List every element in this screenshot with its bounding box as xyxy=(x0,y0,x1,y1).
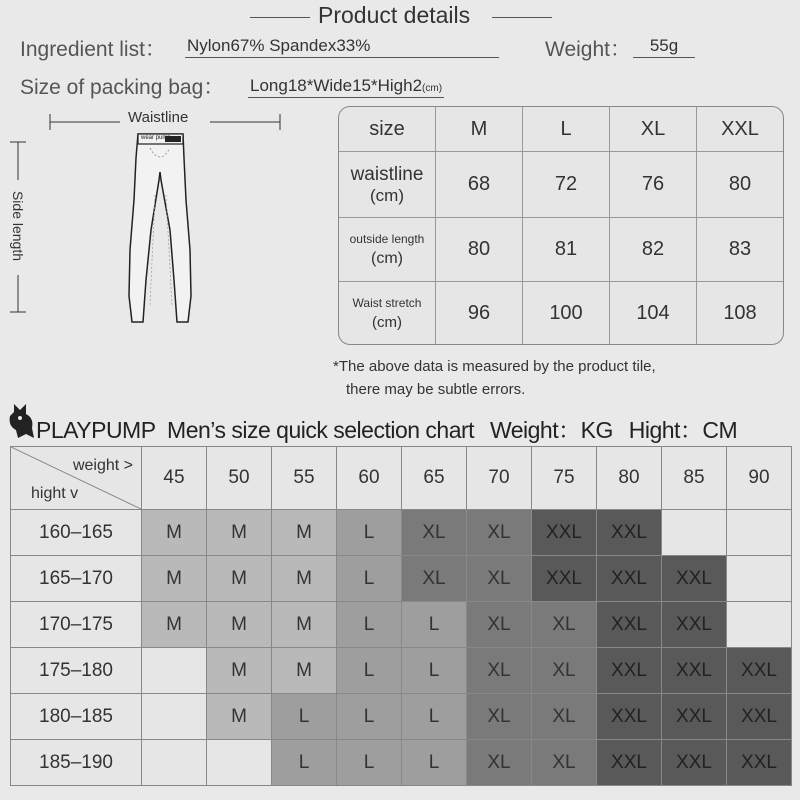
size-cell: 80 xyxy=(697,152,783,218)
size-recommendation-cell: XL xyxy=(467,602,532,648)
size-recommendation-cell xyxy=(142,694,207,740)
note-line-2: there may be subtle errors. xyxy=(346,381,526,398)
size-recommendation-cell: L xyxy=(337,648,402,694)
size-recommendation-cell xyxy=(207,740,272,786)
height-range-cell: 180–185 xyxy=(11,694,142,740)
waistband-brand-text: wear pump xyxy=(141,135,171,141)
size-recommendation-cell: XXL xyxy=(597,510,662,556)
weight-value: 55g xyxy=(633,36,695,58)
height-range-cell: 175–180 xyxy=(11,648,142,694)
height-range-cell: 185–190 xyxy=(11,740,142,786)
table-row xyxy=(11,648,792,694)
weight-header-55: 55 xyxy=(272,447,337,510)
size-recommendation-cell: XXL xyxy=(532,556,597,602)
size-cell: 81 xyxy=(523,218,610,282)
size-recommendation-cell: M xyxy=(142,602,207,648)
size-row-waist-stretch xyxy=(339,282,783,344)
size-cell: 68 xyxy=(436,152,523,218)
weight-header-65: 65 xyxy=(402,447,467,510)
size-recommendation-cell: M xyxy=(272,510,337,556)
brand-mascot-icon xyxy=(4,400,38,442)
size-row-label xyxy=(339,218,436,282)
size-cell: 100 xyxy=(523,282,610,344)
size-recommendation-cell: M xyxy=(207,648,272,694)
size-recommendation-cell: M xyxy=(207,556,272,602)
size-recommendation-cell xyxy=(727,602,792,648)
size-recommendation-cell: XL xyxy=(467,694,532,740)
size-cell: 72 xyxy=(523,152,610,218)
size-recommendation-cell: L xyxy=(337,694,402,740)
size-row-waistline xyxy=(339,152,783,218)
size-recommendation-cell: XXL xyxy=(727,740,792,786)
row-label-unit: (cm) xyxy=(370,185,404,205)
size-recommendation-cell: L xyxy=(337,556,402,602)
size-header-xl: XL xyxy=(610,107,697,152)
packing-label: Size of packing bag： xyxy=(20,76,225,99)
size-recommendation-cell: XL xyxy=(532,602,597,648)
size-quick-selection-table xyxy=(10,446,792,786)
size-row-label xyxy=(339,152,436,218)
size-recommendation-cell xyxy=(142,740,207,786)
size-recommendation-cell: L xyxy=(402,694,467,740)
weight-header-80: 80 xyxy=(597,447,662,510)
size-recommendation-cell: M xyxy=(272,648,337,694)
height-unit-label: Hight：CM xyxy=(628,417,738,443)
size-recommendation-cell: XXL xyxy=(597,694,662,740)
corner-weight-label: weight > xyxy=(72,457,133,474)
packing-dimensions: Long18*Wide15*High2 xyxy=(250,76,423,95)
size-cell: 82 xyxy=(610,218,697,282)
size-recommendation-cell: XXL xyxy=(662,694,727,740)
note-line-1: *The above data is measured by the product tile, xyxy=(333,358,656,375)
size-recommendation-cell: XXL xyxy=(597,648,662,694)
size-recommendation-cell xyxy=(727,556,792,602)
row-label-unit: (cm) xyxy=(371,249,403,267)
size-recommendation-cell: M xyxy=(207,510,272,556)
size-recommendation-cell: XXL xyxy=(597,740,662,786)
size-recommendation-cell: L xyxy=(402,648,467,694)
quick-table-corner xyxy=(11,447,142,510)
size-cell: 80 xyxy=(436,218,523,282)
size-recommendation-cell: XXL xyxy=(597,602,662,648)
size-recommendation-cell: M xyxy=(272,602,337,648)
size-recommendation-cell: XL xyxy=(402,556,467,602)
weight-header-60: 60 xyxy=(337,447,402,510)
size-recommendation-cell: XXL xyxy=(532,510,597,556)
size-recommendation-cell: XL xyxy=(467,648,532,694)
pants-outline xyxy=(129,134,191,322)
size-recommendation-cell xyxy=(727,510,792,556)
ingredient-label: Ingredient list： xyxy=(20,38,166,61)
size-recommendation-cell: M xyxy=(272,556,337,602)
height-range-cell: 165–170 xyxy=(11,556,142,602)
packing-unit: (cm) xyxy=(422,83,443,94)
weight-label: Weight： xyxy=(545,38,631,61)
size-header-xxl: XXL xyxy=(697,107,783,152)
title-rule-left xyxy=(250,17,310,18)
table-row xyxy=(11,556,792,602)
weight-header-70: 70 xyxy=(467,447,532,510)
size-recommendation-cell: M xyxy=(207,602,272,648)
weight-unit-label: Weight：KG xyxy=(489,417,613,443)
title-rule-right xyxy=(492,17,552,18)
row-label-text: outside length xyxy=(349,231,425,246)
size-recommendation-cell: M xyxy=(142,556,207,602)
size-header-m: M xyxy=(436,107,523,152)
size-cell: 76 xyxy=(610,152,697,218)
size-recommendation-cell: L xyxy=(272,694,337,740)
size-recommendation-cell: XL xyxy=(467,556,532,602)
size-recommendation-cell: XL xyxy=(532,740,597,786)
size-table xyxy=(338,106,784,345)
weight-header-85: 85 xyxy=(662,447,727,510)
size-recommendation-cell xyxy=(662,510,727,556)
size-header-l: L xyxy=(523,107,610,152)
corner-height-label: hight v xyxy=(31,485,79,502)
size-recommendation-cell: L xyxy=(337,740,402,786)
weight-header-75: 75 xyxy=(532,447,597,510)
size-header-label: size xyxy=(339,107,436,152)
packing-value xyxy=(248,76,444,98)
weight-header-90: 90 xyxy=(727,447,792,510)
size-cell: 108 xyxy=(723,301,757,324)
size-recommendation-cell: L xyxy=(402,602,467,648)
size-row-label xyxy=(339,282,436,344)
size-recommendation-cell: L xyxy=(272,740,337,786)
height-range-cell: 170–175 xyxy=(11,602,142,648)
table-row xyxy=(11,602,792,648)
size-table-header xyxy=(339,107,783,152)
quick-chart-title: Men’s size quick selection chart xyxy=(167,417,475,443)
waistline-label: Waistline xyxy=(128,109,189,126)
size-recommendation-cell: XXL xyxy=(727,694,792,740)
row-label-text: Waist stretch xyxy=(352,295,422,310)
size-recommendation-cell: XXL xyxy=(662,648,727,694)
size-recommendation-cell: XXL xyxy=(662,740,727,786)
ingredient-value: Nylon67% Spandex33% xyxy=(185,36,499,58)
size-recommendation-cell: XL xyxy=(532,648,597,694)
row-label-text: waistline xyxy=(350,163,424,185)
size-cell: 104 xyxy=(610,282,697,344)
size-recommendation-cell xyxy=(142,648,207,694)
size-recommendation-cell: M xyxy=(207,694,272,740)
size-recommendation-cell: XXL xyxy=(727,648,792,694)
size-recommendation-cell: XXL xyxy=(662,602,727,648)
size-row-outside-length xyxy=(339,218,783,282)
weight-header-45: 45 xyxy=(142,447,207,510)
size-recommendation-cell: XL xyxy=(402,510,467,556)
size-recommendation-cell: XL xyxy=(467,740,532,786)
page-title: Product details xyxy=(318,2,471,28)
table-row xyxy=(11,510,792,556)
side-length-label: Side length xyxy=(10,190,26,262)
size-recommendation-cell: XL xyxy=(532,694,597,740)
table-row xyxy=(11,694,792,740)
size-cell: 96 xyxy=(436,282,523,344)
brand-name: PLAYPUMP xyxy=(36,417,156,443)
size-recommendation-cell: XL xyxy=(467,510,532,556)
table-row xyxy=(11,740,792,786)
quick-chart-heading xyxy=(36,412,737,445)
weight-header-50: 50 xyxy=(207,447,272,510)
size-recommendation-cell: L xyxy=(337,602,402,648)
height-range-cell: 160–165 xyxy=(11,510,142,556)
row-label-unit: (cm) xyxy=(372,313,402,331)
waistline-measure-line xyxy=(50,114,280,130)
size-recommendation-cell: XXL xyxy=(662,556,727,602)
size-recommendation-cell: L xyxy=(402,740,467,786)
quick-table-header xyxy=(11,447,792,510)
size-recommendation-cell: M xyxy=(142,510,207,556)
size-recommendation-cell: XXL xyxy=(597,556,662,602)
size-cell: 83 xyxy=(697,218,783,282)
size-recommendation-cell: L xyxy=(337,510,402,556)
